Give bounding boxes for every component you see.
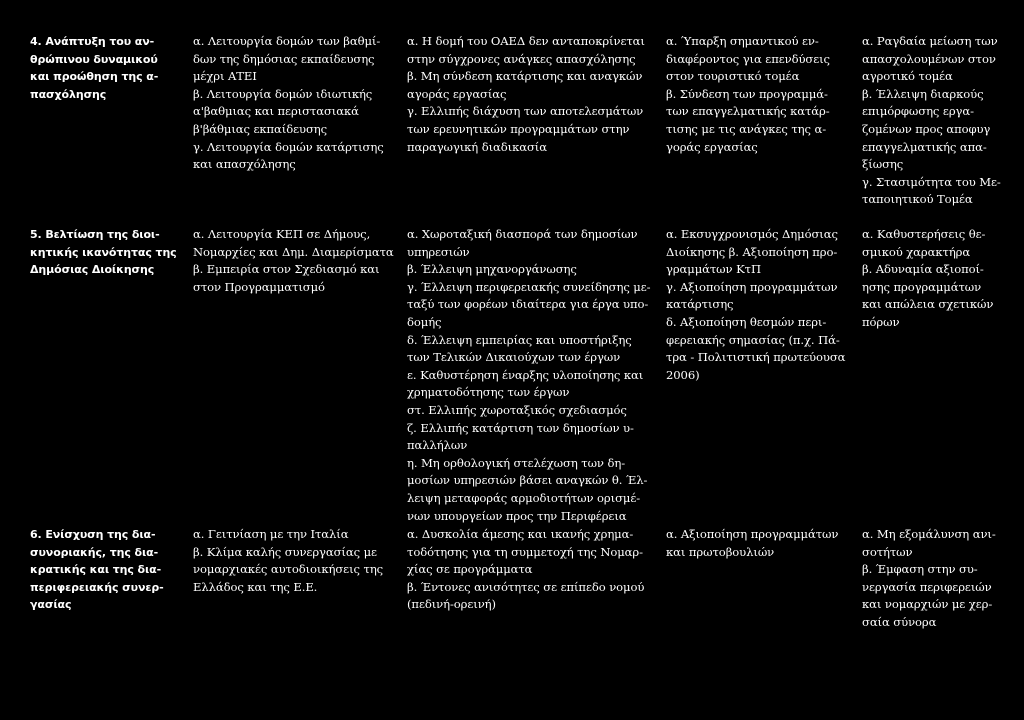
opportunities-cell: α. Εκσυγχρονισμός Δημόσιας Διοίκησης β. Αξιοποίηση προ- γραμμάτων ΚτΠ γ. Αξιοποίηση προγραμμάτων κατάρτισης δ. Αξιοποίηση θεσμών περι- φερειακής σημασίας (π.χ. Πά- τρα - Πολιτιστική πρωτεύουσα 2006) bbox=[666, 227, 846, 382]
strengths-cell: α. Λειτουργία δομών των βαθμί- δων της δημόσιας εκπαίδευσης μέχρι ΑΤΕΙ β. Λειτουργία δομών ιδιωτικής α'βαθμιας και περιστασιακά β'βάθμιας εκπαίδευσης γ. Λειτουργία δομών κατάρτισης και απασχόλησης bbox=[193, 34, 384, 172]
weaknesses-cell: α. Δυσκολία άμεσης και ικανής χρημα- τοδότησης για τη συμμετοχή της Νομαρ- χίας σε προγράμματα β. Έντονες ανισότητες σε επίπεδο νομού (πεδινή-ορεινή) bbox=[407, 527, 645, 612]
weaknesses-cell: α. Χωροταξική διασπορά των δημοσίων υπηρεσιών β. Έλλειψη μηχανοργάνωσης γ. Έλλειψη περιφερειακής συνείδησης με- ταξύ των φορέων ιδιαίτερα για έργα υπο- δομής δ. Έλλειψη εμπειρίας και υποστήριξης των Τελικών Δικαιούχων των έργων ε. Καθυστέρηση έναρξης υλοποίησης και χρηματοδότησης των έργων στ. Ελλιπής χωροταξικός σχεδιασμός ζ. Ελλιπής κατάρτιση των δημοσίων υ- παλλήλων η. Μη ορθολογική στελέχωση των δη- μοσίων υπηρεσιών βάσει αναγκών θ. Έλ- λειψη μεταφοράς αρμοδιοτήτων ορισμέ- νων υπουργείων προς την Περιφέρεια bbox=[407, 227, 651, 523]
opportunities-cell: α. Ύπαρξη σημαντικού εν- διαφέροντος για επενδύσεις στον τουριστικό τομέα β. Σύνδεση των προγραμμά- των επαγγελματικής κατάρ- τισης με τις ανάγκες της α- γοράς εργασίας bbox=[666, 34, 830, 154]
threats-cell: α. Μη εξομάλυνση ανι- σοτήτων β. Έμφαση στην συ- νεργασία περιφερειών και νομαρχιών με χερ- σαία σύνορα bbox=[862, 527, 996, 629]
threats-cell: α. Ραγδαία μείωση των απασχολουμένων στον αγροτικό τομέα β. Έλλειψη διαρκούς επιμόρφωσης εργα- ζομένων προς αποφυγ επαγγελματικής απα- ξίωσης γ. Στασιμότητα του Με- ταποιητικού Τομέα bbox=[862, 34, 1001, 207]
weaknesses-cell: α. Η δομή του ΟΑΕΔ δεν ανταποκρίνεται στην σύγχρονες ανάγκες απασχόλησης β. Μη σύνδεση κατάρτισης και αναγκών αγοράς εργασίας γ. Ελλιπής διάχυση των αποτελεσμάτων των ερευνητικών προγραμμάτων στην παραγωγική διαδικασία bbox=[407, 34, 645, 154]
axis-title: 6. Ενίσχυση της δια- συνοριακής, της δια- κρατικής και της δια- περιφερειακής συνερ- γασίας bbox=[30, 528, 164, 612]
axis-title: 5. Βελτίωση της διοι- κητικής ικανότητας της Δημόσιας Διοίκησης bbox=[30, 228, 177, 277]
threats-cell: α. Καθυστερήσεις θε- σμικού χαρακτήρα β. Αδυναμία αξιοποί- ησης προγραμμάτων και απώλεια σχετικών πόρων bbox=[862, 227, 994, 329]
opportunities-cell: α. Αξιοποίηση προγραμμάτων και πρωτοβουλιών bbox=[666, 527, 839, 559]
strengths-cell: α. Λειτουργία ΚΕΠ σε Δήμους, Νομαρχίες και Δημ. Διαμερίσματα β. Εμπειρία στον Σχεδιασμό και στον Προγραμματισμό bbox=[193, 227, 394, 294]
strengths-cell: α. Γειτνίαση με την Ιταλία β. Κλίμα καλής συνεργασίας με νομαρχιακές αυτοδιοικήσεις της Ελλάδος και της Ε.Ε. bbox=[193, 527, 384, 594]
axis-title: 4. Ανάπτυξη του αν- θρώπινου δυναμικού και προώθηση της α- πασχόλησης bbox=[30, 35, 159, 101]
